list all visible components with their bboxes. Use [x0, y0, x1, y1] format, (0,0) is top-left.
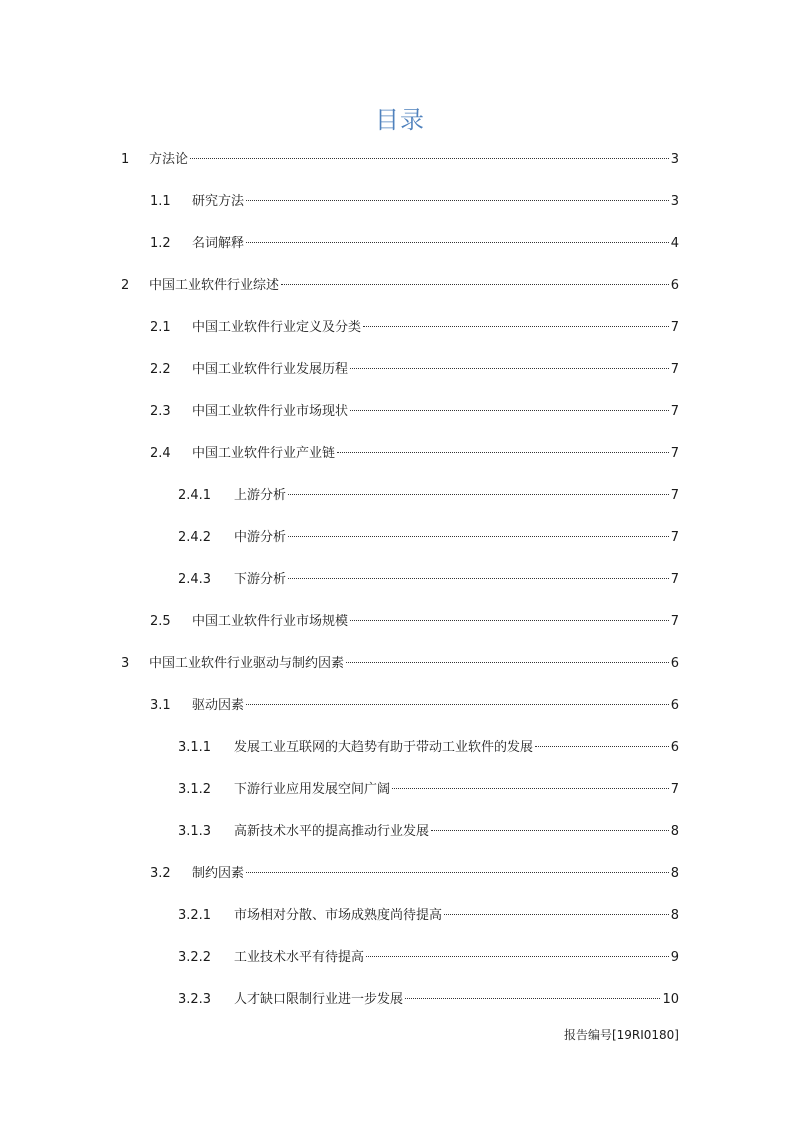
page-title: 目录 — [375, 106, 425, 134]
dot-leader — [281, 284, 669, 285]
toc-entry-page: 8 — [670, 866, 679, 881]
toc-entry-page: 10 — [662, 992, 679, 1007]
toc-entry-number: 1 — [121, 152, 130, 167]
dot-leader — [350, 410, 669, 411]
toc-entry-page: 7 — [670, 530, 679, 545]
toc-entry-label: 工业技术水平有待提高 — [234, 950, 365, 965]
toc-entry-number: 2.5 — [150, 614, 171, 629]
toc-entry[interactable] — [178, 738, 679, 758]
toc-entry[interactable] — [150, 696, 679, 716]
dot-leader — [444, 914, 669, 915]
toc-entry-page: 6 — [670, 698, 679, 713]
toc-entry[interactable] — [150, 864, 679, 884]
toc-entry-number: 2 — [121, 278, 130, 293]
toc-entry-page: 6 — [670, 278, 679, 293]
toc-entry-label: 中国工业软件行业定义及分类 — [192, 320, 362, 335]
toc-entry[interactable] — [150, 612, 679, 632]
toc-entry-label: 驱动因素 — [192, 698, 245, 713]
toc-entry-page: 7 — [670, 572, 679, 587]
toc-entry-number: 2.3 — [150, 404, 171, 419]
toc-entry-label: 人才缺口限制行业进一步发展 — [234, 992, 404, 1007]
toc-entry[interactable] — [178, 570, 679, 590]
toc-entry-number: 3.2.2 — [178, 950, 212, 965]
toc-entry-number: 3.1.3 — [178, 824, 212, 839]
dot-leader — [535, 746, 669, 747]
dot-leader — [246, 242, 669, 243]
toc-entry-number: 2.2 — [150, 362, 171, 377]
dot-leader — [246, 704, 669, 705]
toc-entry-page: 7 — [670, 404, 679, 419]
toc-entry-page: 7 — [670, 614, 679, 629]
dot-leader — [350, 368, 669, 369]
toc-entry[interactable] — [121, 654, 679, 674]
toc-entry-label: 中国工业软件行业发展历程 — [192, 362, 349, 377]
toc-entry-label: 市场相对分散、市场成熟度尚待提高 — [234, 908, 443, 923]
toc-entry-number: 3.2.3 — [178, 992, 212, 1007]
toc-entry[interactable] — [150, 234, 679, 254]
toc-entry-label: 中国工业软件行业产业链 — [192, 446, 336, 461]
dot-leader — [246, 200, 669, 201]
toc-entry-label: 发展工业互联网的大趋势有助于带动工业软件的发展 — [234, 740, 534, 755]
dot-leader — [405, 998, 660, 999]
toc-entry-label: 方法论 — [149, 152, 189, 167]
toc-entry-label: 研究方法 — [192, 194, 245, 209]
toc-entry-number: 3.1.1 — [178, 740, 212, 755]
toc-entry[interactable] — [178, 906, 679, 926]
toc-entry[interactable] — [150, 402, 679, 422]
toc-entry-page: 7 — [670, 320, 679, 335]
report-id: 报告编号[19RI0180] — [563, 1028, 679, 1042]
toc-entry-label: 中国工业软件行业市场现状 — [192, 404, 349, 419]
toc-entry-number: 2.1 — [150, 320, 171, 335]
dot-leader — [190, 158, 669, 159]
toc-entry-number: 2.4 — [150, 446, 171, 461]
toc-entry-number: 3.1 — [150, 698, 171, 713]
toc-entry-number: 2.4.2 — [178, 530, 212, 545]
toc-entry-number: 2.4.3 — [178, 572, 212, 587]
toc-entry[interactable] — [150, 192, 679, 212]
toc-entry-number: 1.1 — [150, 194, 171, 209]
toc-entry-page: 6 — [670, 656, 679, 671]
dot-leader — [337, 452, 669, 453]
toc-entry-label: 中游分析 — [234, 530, 287, 545]
toc-entry[interactable] — [150, 444, 679, 464]
toc-entry-page: 3 — [670, 152, 679, 167]
toc-entry-page: 7 — [670, 782, 679, 797]
toc-entry[interactable] — [178, 486, 679, 506]
dot-leader — [246, 872, 669, 873]
dot-leader — [288, 578, 669, 579]
toc-entry-number: 3.2.1 — [178, 908, 212, 923]
dot-leader — [346, 662, 669, 663]
dot-leader — [288, 536, 669, 537]
toc-entry-label: 中国工业软件行业驱动与制约因素 — [149, 656, 345, 671]
toc-entry-number: 1.2 — [150, 236, 171, 251]
dot-leader — [363, 326, 669, 327]
toc-entry-page: 8 — [670, 908, 679, 923]
toc-entry[interactable] — [121, 276, 679, 296]
toc-entry[interactable] — [178, 780, 679, 800]
toc-entry-number: 3.1.2 — [178, 782, 212, 797]
toc-entry[interactable] — [150, 318, 679, 338]
toc-entry-page: 4 — [670, 236, 679, 251]
toc-entry-label: 名词解释 — [192, 236, 245, 251]
dot-leader — [288, 494, 669, 495]
dot-leader — [366, 956, 669, 957]
toc-entry-page: 7 — [670, 488, 679, 503]
toc-entry-page: 9 — [670, 950, 679, 965]
toc-entry[interactable] — [121, 150, 679, 170]
toc-entry[interactable] — [178, 528, 679, 548]
toc-entry-page: 6 — [670, 740, 679, 755]
toc-entry-number: 3 — [121, 656, 130, 671]
toc-entry-page: 7 — [670, 446, 679, 461]
toc-entry-label: 制约因素 — [192, 866, 245, 881]
toc-entry-label: 高新技术水平的提高推动行业发展 — [234, 824, 430, 839]
toc-entry-page: 3 — [670, 194, 679, 209]
dot-leader — [350, 620, 669, 621]
toc-entry[interactable] — [178, 948, 679, 968]
toc-entry-page: 7 — [670, 362, 679, 377]
toc-entry-number: 3.2 — [150, 866, 171, 881]
toc-entry-label: 中国工业软件行业市场规模 — [192, 614, 349, 629]
dot-leader — [392, 788, 669, 789]
toc-entry-label: 中国工业软件行业综述 — [149, 278, 280, 293]
toc-entry[interactable] — [178, 822, 679, 842]
toc-entry-label: 下游行业应用发展空间广阔 — [234, 782, 391, 797]
toc-entry-label: 下游分析 — [234, 572, 287, 587]
toc-entry[interactable] — [150, 360, 679, 380]
toc-entry[interactable] — [178, 990, 679, 1010]
toc-entry-number: 2.4.1 — [178, 488, 212, 503]
dot-leader — [431, 830, 669, 831]
toc-entry-page: 8 — [670, 824, 679, 839]
toc-entry-label: 上游分析 — [234, 488, 287, 503]
